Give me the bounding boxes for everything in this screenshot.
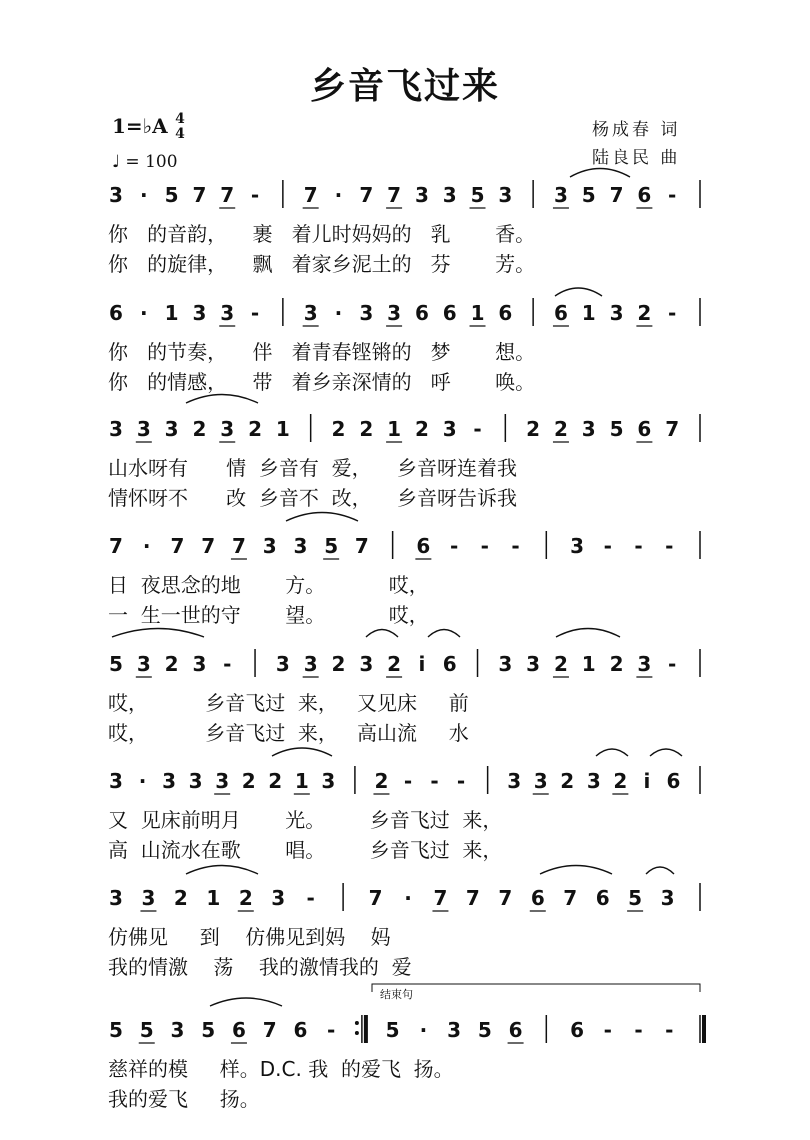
note: 3 (220, 301, 235, 325)
sustain-dash: - (473, 417, 482, 441)
note: 3 (498, 183, 513, 207)
sustain-dash: - (250, 183, 260, 207)
lyric-line: 你 的旋律， 飘 着家乡泥土的 芬 芳。 (108, 252, 536, 276)
note: 6 (416, 534, 431, 558)
lyricist-credit: 杨成春 词 (592, 120, 681, 140)
note: 7 (262, 1018, 277, 1042)
slur (112, 629, 204, 638)
note: 3 (498, 652, 513, 676)
note: 3 (136, 652, 151, 676)
note: 3 (447, 1018, 462, 1042)
note: 2 (553, 652, 568, 676)
sustain-dash: - (430, 769, 439, 793)
note: 3 (109, 886, 123, 910)
note: 3 (109, 183, 123, 207)
note: 2 (331, 652, 346, 676)
slur (186, 866, 258, 875)
ending-bracket (372, 984, 700, 992)
note: 5 (628, 886, 643, 910)
note: 6 (637, 417, 652, 441)
note: 2 (268, 769, 283, 793)
note: 2 (241, 769, 256, 793)
note: 7 (465, 886, 480, 910)
lyric-line: 日 夜思念的地 方。 哎， (108, 573, 429, 597)
note: 3 (293, 534, 308, 558)
note: 3 (442, 417, 457, 441)
note: 7 (109, 534, 123, 558)
note: 7 (192, 183, 207, 207)
note: 3 (220, 417, 235, 441)
lyric-line: 山水呀有 情 乡音有 爱， 乡音呀连着我 (108, 456, 518, 480)
sustain-dash: - (665, 1018, 674, 1042)
note: 6 (666, 769, 681, 793)
slur (286, 513, 358, 522)
note: 7 (387, 183, 402, 207)
slur (596, 749, 628, 756)
note: 2 (387, 652, 402, 676)
slur (428, 630, 460, 638)
sustain-dash: - (634, 534, 643, 558)
lyric-line: 我的爱飞 扬。 (108, 1087, 260, 1111)
note: 3 (359, 652, 374, 676)
note: 7 (498, 886, 513, 910)
dot-mark: · (142, 534, 151, 558)
note: i (418, 652, 426, 676)
note: 3 (188, 769, 203, 793)
slur (366, 630, 398, 638)
composer-credit: 陆良民 曲 (592, 148, 681, 168)
note: 3 (141, 886, 156, 910)
dot-mark: · (138, 769, 147, 793)
note: 5 (385, 1018, 400, 1042)
note: 1 (387, 417, 402, 441)
note: 2 (374, 769, 389, 793)
note: 3 (164, 417, 179, 441)
note: 7 (368, 886, 383, 910)
dot-mark: · (140, 183, 148, 207)
note: 5 (324, 534, 339, 558)
note: 6 (293, 1018, 308, 1042)
note: 3 (303, 301, 318, 325)
note: 2 (248, 417, 263, 441)
note: 2 (173, 886, 188, 910)
note: 6 (637, 183, 652, 207)
lyric-line: 慈祥的模 样。D.C. 我 的爱飞 扬。 (108, 1057, 454, 1081)
sustain-dash: - (603, 534, 612, 558)
note: 5 (109, 1018, 123, 1042)
note: 1 (164, 301, 179, 325)
slur (540, 866, 612, 875)
note: 6 (570, 1018, 585, 1042)
note: 2 (553, 417, 568, 441)
note: 2 (526, 417, 541, 441)
note: 2 (164, 652, 179, 676)
note: 1 (294, 769, 309, 793)
dot-mark: · (140, 301, 148, 325)
lyric-line: 一 生一世的守 望。 哎， (108, 603, 429, 627)
key-signature: 1=♭A (112, 114, 168, 138)
note: 3 (162, 769, 177, 793)
lyric-line: 又 见床前明月 光。 乡音飞过 来， (108, 808, 503, 832)
lyric-line: 哎， 乡音飞过 来， 高山流 水 (108, 721, 469, 745)
note: 3 (533, 769, 548, 793)
note: 3 (275, 652, 290, 676)
note: 6 (595, 886, 610, 910)
note: 3 (586, 769, 601, 793)
lyric-line: 情怀呀不 改 乡音不 改， 乡音呀告诉我 (108, 486, 518, 510)
note: 3 (109, 769, 123, 793)
note: 3 (359, 301, 374, 325)
slur (556, 629, 620, 638)
note: 7 (433, 886, 448, 910)
note: 3 (271, 886, 286, 910)
note: 5 (609, 417, 624, 441)
slur (186, 395, 258, 404)
lyric-line: 我的情激 荡 我的激情我的 爱 (108, 955, 412, 979)
note: 1 (581, 652, 596, 676)
note: 7 (220, 183, 235, 207)
note: 5 (477, 1018, 492, 1042)
sustain-dash: - (449, 534, 459, 558)
note: 3 (414, 183, 429, 207)
time-signature-bottom: 4 (175, 126, 185, 142)
note: 3 (570, 534, 585, 558)
note: 5 (109, 652, 123, 676)
song-title: 乡音飞过来 (309, 66, 500, 107)
note: 7 (665, 417, 680, 441)
sustain-dash: - (668, 652, 677, 676)
note: 6 (231, 1018, 246, 1042)
sustain-dash: - (456, 769, 466, 793)
note: 2 (609, 652, 624, 676)
ending-label: 结束句 (380, 988, 413, 1001)
note: 7 (609, 183, 624, 207)
sustain-dash: - (327, 1018, 336, 1042)
note: 7 (563, 886, 578, 910)
note: 3 (321, 769, 336, 793)
slur (272, 748, 332, 756)
sustain-dash: - (403, 769, 413, 793)
tempo-marking: ♩ = 100 (112, 152, 178, 172)
lyric-line: 你 的情感， 带 着乡亲深情的 呼 唤。 (108, 370, 536, 394)
note: i (643, 769, 651, 793)
note: 6 (414, 301, 429, 325)
sustain-dash: - (250, 301, 260, 325)
note: 5 (201, 1018, 216, 1042)
dot-mark: · (334, 301, 343, 325)
note: 5 (470, 183, 485, 207)
note: 2 (560, 769, 575, 793)
dot-mark: · (404, 886, 412, 910)
note: 6 (442, 652, 457, 676)
lyric-line: 你 的节奏， 伴 着青春铿锵的 梦 想。 (108, 340, 536, 364)
note: 3 (170, 1018, 185, 1042)
note: 5 (139, 1018, 154, 1042)
note: 3 (553, 183, 568, 207)
note: 7 (231, 534, 246, 558)
note: 6 (109, 301, 123, 325)
note: 1 (470, 301, 485, 325)
note: 6 (530, 886, 545, 910)
note: 3 (581, 417, 596, 441)
note: 3 (303, 652, 318, 676)
sustain-dash: - (634, 1018, 643, 1042)
note: 7 (201, 534, 216, 558)
sustain-dash: - (223, 652, 232, 676)
dot-mark: · (419, 1018, 428, 1042)
note: 1 (581, 301, 596, 325)
sustain-dash: - (668, 183, 677, 207)
lyric-line: 高 山流水在歌 唱。 乡音飞过 来， (108, 838, 503, 862)
note: 7 (170, 534, 185, 558)
note: 5 (581, 183, 596, 207)
note: 3 (387, 301, 402, 325)
slur (650, 749, 682, 756)
note: 3 (192, 652, 207, 676)
time-signature-top: 4 (175, 111, 185, 127)
sustain-dash: - (306, 886, 315, 910)
note: 3 (660, 886, 675, 910)
note: 2 (192, 417, 207, 441)
note: 2 (414, 417, 429, 441)
note: 7 (359, 183, 374, 207)
note: 1 (275, 417, 290, 441)
note: 7 (303, 183, 318, 207)
note: 3 (609, 301, 624, 325)
note: 1 (206, 886, 221, 910)
sustain-dash: - (665, 534, 674, 558)
note: 3 (442, 183, 457, 207)
note: 6 (553, 301, 568, 325)
note: 3 (507, 769, 522, 793)
note: 2 (613, 769, 628, 793)
slur (646, 867, 674, 874)
slur (210, 998, 282, 1006)
note: 3 (192, 301, 207, 325)
note: 2 (359, 417, 374, 441)
sustain-dash: - (511, 534, 520, 558)
note: 3 (637, 652, 652, 676)
note: 6 (508, 1018, 523, 1042)
slur (555, 288, 602, 296)
sustain-dash: - (668, 301, 677, 325)
note: 7 (354, 534, 369, 558)
note: 6 (442, 301, 457, 325)
lyric-line: 哎， 乡音飞过 来， 又见床 前 (108, 691, 469, 715)
slur (570, 169, 630, 178)
dot-mark: · (334, 183, 343, 207)
note: 6 (498, 301, 513, 325)
note: 2 (637, 301, 652, 325)
note: 5 (164, 183, 179, 207)
note: 3 (136, 417, 151, 441)
note: 3 (109, 417, 123, 441)
note: 3 (262, 534, 277, 558)
lyric-line: 仿佛见 到 仿佛见到妈 妈 (108, 925, 391, 949)
note: 3 (215, 769, 230, 793)
note: 2 (238, 886, 253, 910)
sustain-dash: - (480, 534, 489, 558)
sustain-dash: - (603, 1018, 612, 1042)
note: 2 (331, 417, 346, 441)
note: 3 (526, 652, 541, 676)
lyric-line: 你 的音韵， 裹 着儿时妈妈的 乳 香。 (108, 222, 536, 246)
